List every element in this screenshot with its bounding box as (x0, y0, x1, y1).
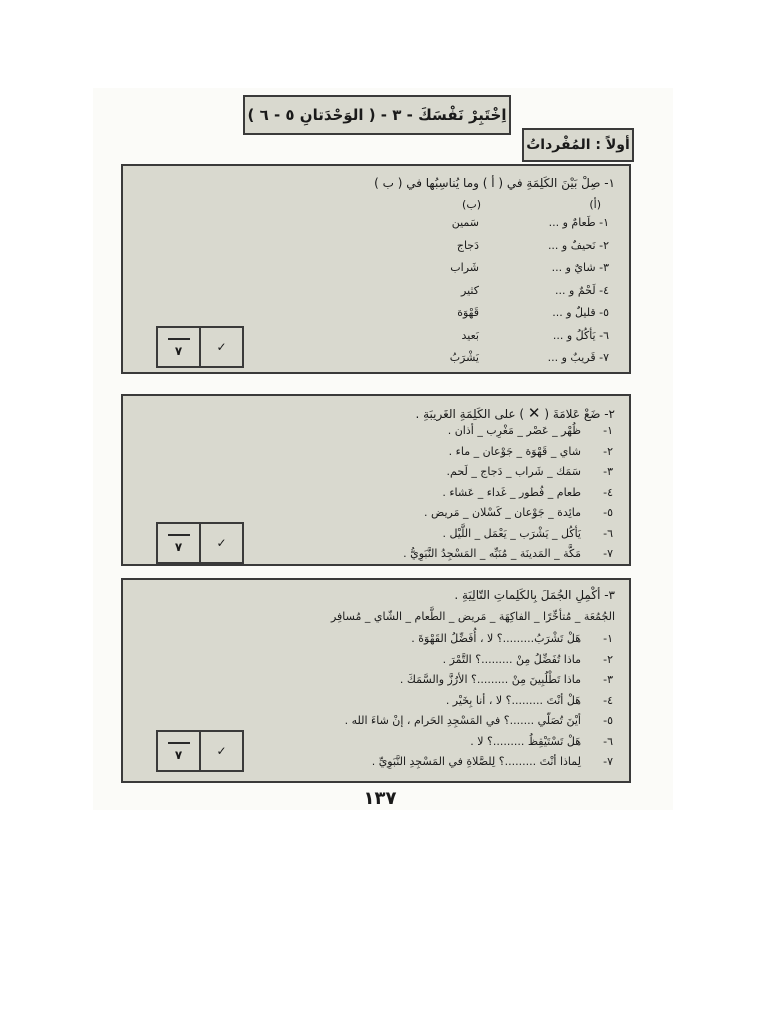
page-title: اِخْتَبِرْ نَفْسَكَ - ٣ - ( الوَحْدَتانِ ٥ - ٦ ) (243, 95, 511, 135)
item-number: ٦- (603, 526, 613, 540)
exercise-3-box (121, 578, 631, 783)
item-number: ٧- (603, 755, 613, 768)
exercise-line: هَلْ تَشْرَبُ.........؟ لا ، أُفَضِّلُ القَهْوَةَ . (411, 632, 581, 645)
exercise-line: هَلْ تَسْتَيْقِظُ .........؟ لا . (470, 734, 581, 748)
match-item-b: قَهْوَة (457, 306, 479, 319)
section-heading: أولاً : المُفْرداتُ (522, 128, 634, 162)
score-box (156, 326, 244, 368)
match-item-a: ٤- لَحْمٌ و ... (555, 283, 609, 297)
exercise-line: ماذا تَطْلُبِينَ مِنْ .........؟ الأرُزَّ والسَّمَكَ . (399, 673, 581, 686)
exercise-line: هَلْ أنْتَ .........؟ لا ، أنا بِخَيْر . (445, 693, 581, 707)
match-item-b: يَشْرَبُ (449, 351, 479, 364)
match-item-b: سَمين (451, 216, 479, 229)
exercise-line: يَأكُل _ يَشْرَب _ يَعْمَل _ اللَّيْل . (442, 526, 581, 540)
item-number: ٧- (603, 547, 613, 560)
exercise-3-title: ٣- أكْمِلِ الجُمَلَ بِالكَلِماتِ التّالِيَةِ . (454, 588, 615, 602)
exercise-2-box (121, 394, 631, 566)
score-total: ٧ (158, 328, 199, 366)
exercise-line: سَمَك _ شَراب _ دَجاج _ لَحم. (446, 465, 581, 478)
item-number: ٢- (603, 652, 613, 666)
score-total: ٧ (158, 732, 199, 770)
item-number: ٢- (603, 444, 613, 458)
match-item-a: ٧- قَريبٌ و ... (547, 351, 609, 364)
score-total: ٧ (158, 524, 199, 562)
exercise-line: طعام _ فُطور _ غَداء _ عَشاء . (442, 485, 581, 499)
score-box (156, 730, 244, 772)
item-number: ١- (603, 424, 613, 437)
exercise-line: ظُهْر _ عَصْر _ مَغْرِب _ أذان . (447, 424, 581, 437)
item-number: ٤- (603, 485, 613, 499)
check-icon: ✓ (199, 524, 242, 562)
x-mark-icon: ✕ (527, 404, 541, 422)
exercise-line: أيْنَ تُصَلّي .......؟ في المَسْجِدِ الحَرام ، إنْ شاءَ الله . (344, 714, 581, 727)
exercise-line: لِماذا أنْتَ .........؟ لِلصَّلاةِ في المَسْجِدِ النَّبَوِيِّ . (371, 755, 581, 768)
exercise-line: مَكَّة _ المَدينَة _ مُنَبِّه _ المَسْجِدُ النَّبَوِيُّ . (403, 547, 581, 560)
item-number: ٥- (603, 506, 613, 519)
match-item-b: بَعيد (461, 328, 479, 342)
check-icon: ✓ (199, 328, 242, 366)
exercise-line: ماذا تُفَضِّلُ مِنْ .........؟ التَّمْرَ . (442, 652, 581, 666)
item-number: ٣- (603, 465, 613, 478)
page-number: ١٣٧ (363, 788, 397, 809)
exercise-line: مائِدة _ جَوْعان _ كَسْلان _ مَريض . (424, 506, 581, 519)
item-number: ٤- (603, 693, 613, 707)
exercise-1-title: ١- صِلْ بَيْنَ الكَلِمَةِ في ( أ ) وما يُناسِبُها في ( ب ) (374, 176, 615, 190)
match-item-b: شَراب (450, 261, 479, 274)
score-box (156, 522, 244, 564)
match-item-b: كثير (461, 283, 479, 297)
item-number: ٥- (603, 714, 613, 727)
column-a-header: (أ) (589, 198, 601, 211)
word-bank: الجُمُعَة _ مُتأخِّرًا _ الفاكِهَة _ مَريض _ الطَّعام _ الشّاي _ مُسافِر (330, 610, 615, 623)
exercise-1-box (121, 164, 631, 374)
item-number: ١- (603, 632, 613, 645)
match-item-b: دَجاج (456, 238, 479, 252)
column-b-header: (ب) (462, 198, 481, 211)
exercise-2-title: ٢- ضَعْ عَلامَةَ ( ✕ ) على الكَلِمَةِ الغَريبَةِ . (415, 404, 615, 422)
match-item-a: ٦- يَأكُلُ و ... (552, 328, 609, 342)
exercise-line: شاي _ قَهْوَة _ جَوْعان _ ماء . (448, 444, 581, 458)
check-icon: ✓ (199, 732, 242, 770)
match-item-a: ٥- قليلٌ و ... (552, 306, 609, 319)
item-number: ٣- (603, 673, 613, 686)
item-number: ٦- (603, 734, 613, 748)
match-item-a: ٢- نَحيفٌ و ... (547, 238, 609, 252)
match-item-a: ١- طَعامٌ و ... (548, 216, 609, 229)
match-item-a: ٣- شايٌ و ... (551, 261, 609, 274)
